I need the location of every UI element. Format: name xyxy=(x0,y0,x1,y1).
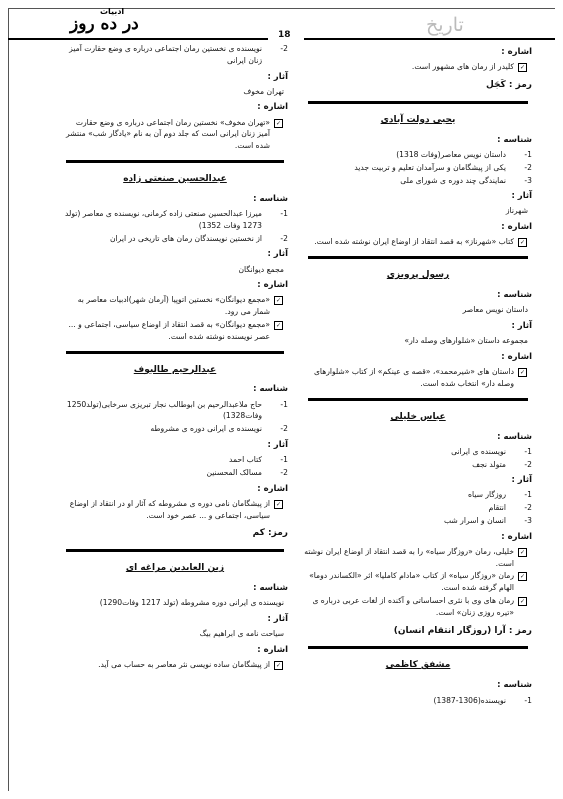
list-item xyxy=(62,43,288,67)
athar-heading: آثار : xyxy=(267,614,288,625)
shenase-heading: شناسه : xyxy=(253,384,288,395)
item-text: کتاب احمد xyxy=(229,455,262,465)
athar-heading: آثار : xyxy=(267,249,288,260)
checkbox-icon: ✓ xyxy=(275,119,282,127)
athar-heading: آثار : xyxy=(267,439,288,450)
checkbox-icon: ✓ xyxy=(519,369,526,377)
athar-text: سیاحت نامه ی ابراهیم بیگ xyxy=(199,629,284,639)
checkbox-icon: ✓ xyxy=(275,297,282,305)
item-text: از پیشگامان نامی دوره ی مشروطه که آثار او در انتقاد از اوضاع سیاسی، اجتماعی و ... عصر خود است. xyxy=(69,498,270,520)
mnemonic-text: رمز: کم xyxy=(252,528,288,539)
item-text: رمان های وی با نثری احساساتی و آکنده از لغات عربی درباره ی «تیره روزی زنان» است. xyxy=(312,596,514,617)
item-number: 1- xyxy=(524,446,532,456)
list-item xyxy=(304,502,532,514)
item-text: «مجمع دیوانگان» نخستین اتوپیا (آرمان شهر)ادبیات معاصر به شمار می رود. xyxy=(77,295,270,317)
checkbox-item xyxy=(304,236,532,248)
list-item xyxy=(304,446,532,458)
checkbox-item xyxy=(62,117,288,152)
item-number: 2- xyxy=(280,233,288,243)
section-divider xyxy=(308,256,528,259)
athar-text: مجموعه داستان «شلوارهای وصله دار» xyxy=(404,336,528,346)
eshare-heading: اشاره : xyxy=(501,531,532,542)
right-column xyxy=(304,42,532,707)
section-divider xyxy=(66,549,284,552)
checkbox-item xyxy=(62,319,288,343)
checkbox-icon: ✓ xyxy=(519,598,526,606)
list-item xyxy=(62,233,288,245)
item-number: 2- xyxy=(280,424,288,434)
item-text: میرزا عبدالحسین صنعتی زاده کرمانی، نویسنده ی معاصر (تولد 1273 وفات 1352) xyxy=(65,209,262,230)
section-watermark: تاریخ xyxy=(426,14,464,36)
item-number: 3- xyxy=(524,175,532,185)
shenase-heading: شناسه : xyxy=(253,193,288,204)
brand-title: در ده روز xyxy=(70,14,139,34)
athar-heading: آثار : xyxy=(511,191,532,202)
section-intro xyxy=(62,43,288,152)
checkbox-icon: ✓ xyxy=(519,573,526,581)
person-title: مشفق کاظمی xyxy=(385,660,451,671)
header-rule-right xyxy=(304,38,555,40)
eshare-heading: اشاره : xyxy=(501,351,532,362)
header-rule-left xyxy=(8,38,268,40)
item-number: 2- xyxy=(524,503,532,513)
section-talebof xyxy=(62,364,288,542)
section-khalili xyxy=(304,411,532,639)
item-text: کلیدر از رمان های مشهور است. xyxy=(411,62,514,72)
checkbox-item xyxy=(304,546,532,570)
page-number: 18 xyxy=(278,30,291,40)
item-text: یکی از پیشگامان و سرآمدان تعلیم و تربیت جدید xyxy=(354,162,506,172)
shenase-heading: شناسه : xyxy=(497,680,532,691)
item-number: 2- xyxy=(280,44,288,53)
athar-heading: آثار : xyxy=(267,71,288,82)
item-text: داستان های «شیرمحمد»، «قصه ی عینکم» از کتاب «شلوارهای وصله دار» انتخاب شده است. xyxy=(313,367,514,388)
list-item xyxy=(304,175,532,187)
athar-heading: آثار : xyxy=(511,475,532,486)
item-text: از نخستین نویسندگان رمان های تاریخی در ایران xyxy=(109,233,262,243)
checkbox-icon: ✓ xyxy=(275,500,282,508)
item-number: 2- xyxy=(280,467,288,477)
eshare-heading: اشاره : xyxy=(257,280,288,291)
checkbox-icon: ✓ xyxy=(275,321,282,329)
item-number: 1- xyxy=(280,209,288,219)
eshare-heading: اشاره : xyxy=(501,47,532,57)
item-text: «مجمع دیوانگان» به قصد انتقاد از اوضاع سیاسی، اجتماعی و ... عصر نویسنده نوشته شده است. xyxy=(68,319,270,341)
athar-text: تهران مخوف xyxy=(243,86,284,96)
list-item xyxy=(62,423,288,435)
section-dolatabadi xyxy=(304,114,532,248)
section-sanati-zadeh xyxy=(62,173,288,343)
person-title: عباس خلیلی xyxy=(390,411,446,422)
person-title: زین العابدین مراغه ای xyxy=(125,563,225,574)
checkbox-item xyxy=(304,570,532,594)
person-title: عبدالرحیم طالبوف xyxy=(133,364,217,375)
checkbox-item xyxy=(62,498,288,522)
list-item xyxy=(304,695,532,707)
item-text: انتقام xyxy=(488,503,506,513)
item-text: حاج ملاعبدالرحیم بن ابوطالب نجار تبریزی سرخابی(تولد1250 وفات1328) xyxy=(66,399,262,421)
item-number: 2- xyxy=(524,459,532,469)
checkbox-icon: ✓ xyxy=(275,662,282,670)
brand-subtitle: ادبیات xyxy=(100,7,125,16)
person-title: عبدالحسین صنعتی زاده xyxy=(123,173,227,184)
section-kazemi xyxy=(304,659,532,706)
item-text: نویسنده ی نخستین رمان اجتماعی درباره ی وضع حقارت آمیز زنان ایرانی xyxy=(69,44,262,65)
list-item xyxy=(62,454,288,466)
checkbox-item xyxy=(62,659,288,671)
list-item xyxy=(62,467,288,479)
list-item xyxy=(304,515,532,527)
section-maraghei xyxy=(62,562,288,671)
eshare-heading: اشاره : xyxy=(257,483,288,494)
item-text: «تهران مخوف» نخستین رمان اجتماعی درباره ی وضع حقارت آمیز زنان ایرانی است که جلد دوم آن به نام «یادگار شب» منتشر شده است. xyxy=(66,117,270,151)
item-text: داستان نویس معاصر(وفات 1318) xyxy=(396,149,506,159)
list-item xyxy=(62,399,288,423)
item-text: مسالک المحسنین xyxy=(206,467,262,477)
list-item xyxy=(304,162,532,174)
list-item xyxy=(304,489,532,501)
shenase-text: داستان نویس معاصر xyxy=(462,305,528,315)
list-item xyxy=(304,459,532,471)
section-divider xyxy=(66,351,284,354)
section-divider xyxy=(308,101,528,104)
item-number: 1- xyxy=(280,399,288,409)
item-text: انسان و اسرار شب xyxy=(443,516,506,526)
section-parvizi xyxy=(304,269,532,390)
checkbox-item xyxy=(62,294,288,318)
brand-logo xyxy=(70,7,139,34)
eshare-heading: اشاره : xyxy=(257,645,288,656)
item-number: 1- xyxy=(280,455,288,465)
checkbox-icon: ✓ xyxy=(519,239,526,247)
mnemonic-text: رمز : آرا (روزگار انتقام انسان) xyxy=(393,625,532,636)
item-text: رمان «روزگار سیاه» از کتاب «مادام کاملیا» اثر «الکساندر دوما» الهام گرفته شده است. xyxy=(309,571,514,593)
item-text: متولد نجف xyxy=(472,459,506,469)
item-number: 1- xyxy=(524,695,532,705)
shenase-heading: شناسه : xyxy=(497,431,532,442)
list-item xyxy=(304,149,532,161)
item-text: خلیلی، رمان «روزگار سیاه» را به قصد انتقاد از اوضاع ایران نوشته است. xyxy=(304,546,514,568)
item-text: کتاب «شهرناز» به قصد انتقاد از اوضاع ایران نوشته شده است. xyxy=(314,237,514,247)
checkbox-icon: ✓ xyxy=(519,548,526,556)
item-number: 1- xyxy=(524,149,532,159)
section-divider xyxy=(308,398,528,401)
checkbox-item xyxy=(304,366,532,390)
section-top xyxy=(304,46,532,93)
section-divider xyxy=(308,646,528,649)
item-text: نویسنده(1306-1387) xyxy=(433,695,506,705)
eshare-heading: اشاره : xyxy=(501,222,532,233)
item-number: 2- xyxy=(524,162,532,172)
person-title: یحیی دولت آبادی xyxy=(380,114,456,125)
athar-heading: آثار : xyxy=(511,321,532,332)
shenase-heading: شناسه : xyxy=(497,134,532,145)
item-text: روزگار سیاه xyxy=(468,490,506,500)
checkbox-item xyxy=(304,61,532,73)
item-number: 1- xyxy=(524,490,532,500)
item-text: نویسنده ی ایرانی xyxy=(451,446,506,456)
list-item xyxy=(62,208,288,232)
person-title: رسول پرویزی xyxy=(386,270,450,281)
athar-text: مجمع دیوانگان xyxy=(238,264,284,274)
mnemonic-text: رمز : کَجَل xyxy=(486,79,532,90)
item-text: نمایندگی چند دوره ی شورای ملی xyxy=(400,175,506,185)
athar-text: شهرناز xyxy=(505,206,528,216)
section-divider xyxy=(66,160,284,163)
shenase-heading: شناسه : xyxy=(497,290,532,301)
eshare-heading: اشاره : xyxy=(257,102,288,113)
checkbox-item xyxy=(304,595,532,619)
shenase-text: نویسنده ی ایرانی دوره مشروطه (تولد 1217 وفات1290) xyxy=(99,598,284,608)
item-number: 3- xyxy=(524,516,532,526)
item-text: نویسنده ی ایرانی دوره ی مشروطه xyxy=(150,424,262,434)
item-text: از پیشگامان ساده نویسی نثر معاصر به حساب می آید. xyxy=(98,660,270,670)
left-column xyxy=(62,42,288,672)
shenase-heading: شناسه : xyxy=(253,583,288,594)
checkbox-icon: ✓ xyxy=(519,64,526,72)
